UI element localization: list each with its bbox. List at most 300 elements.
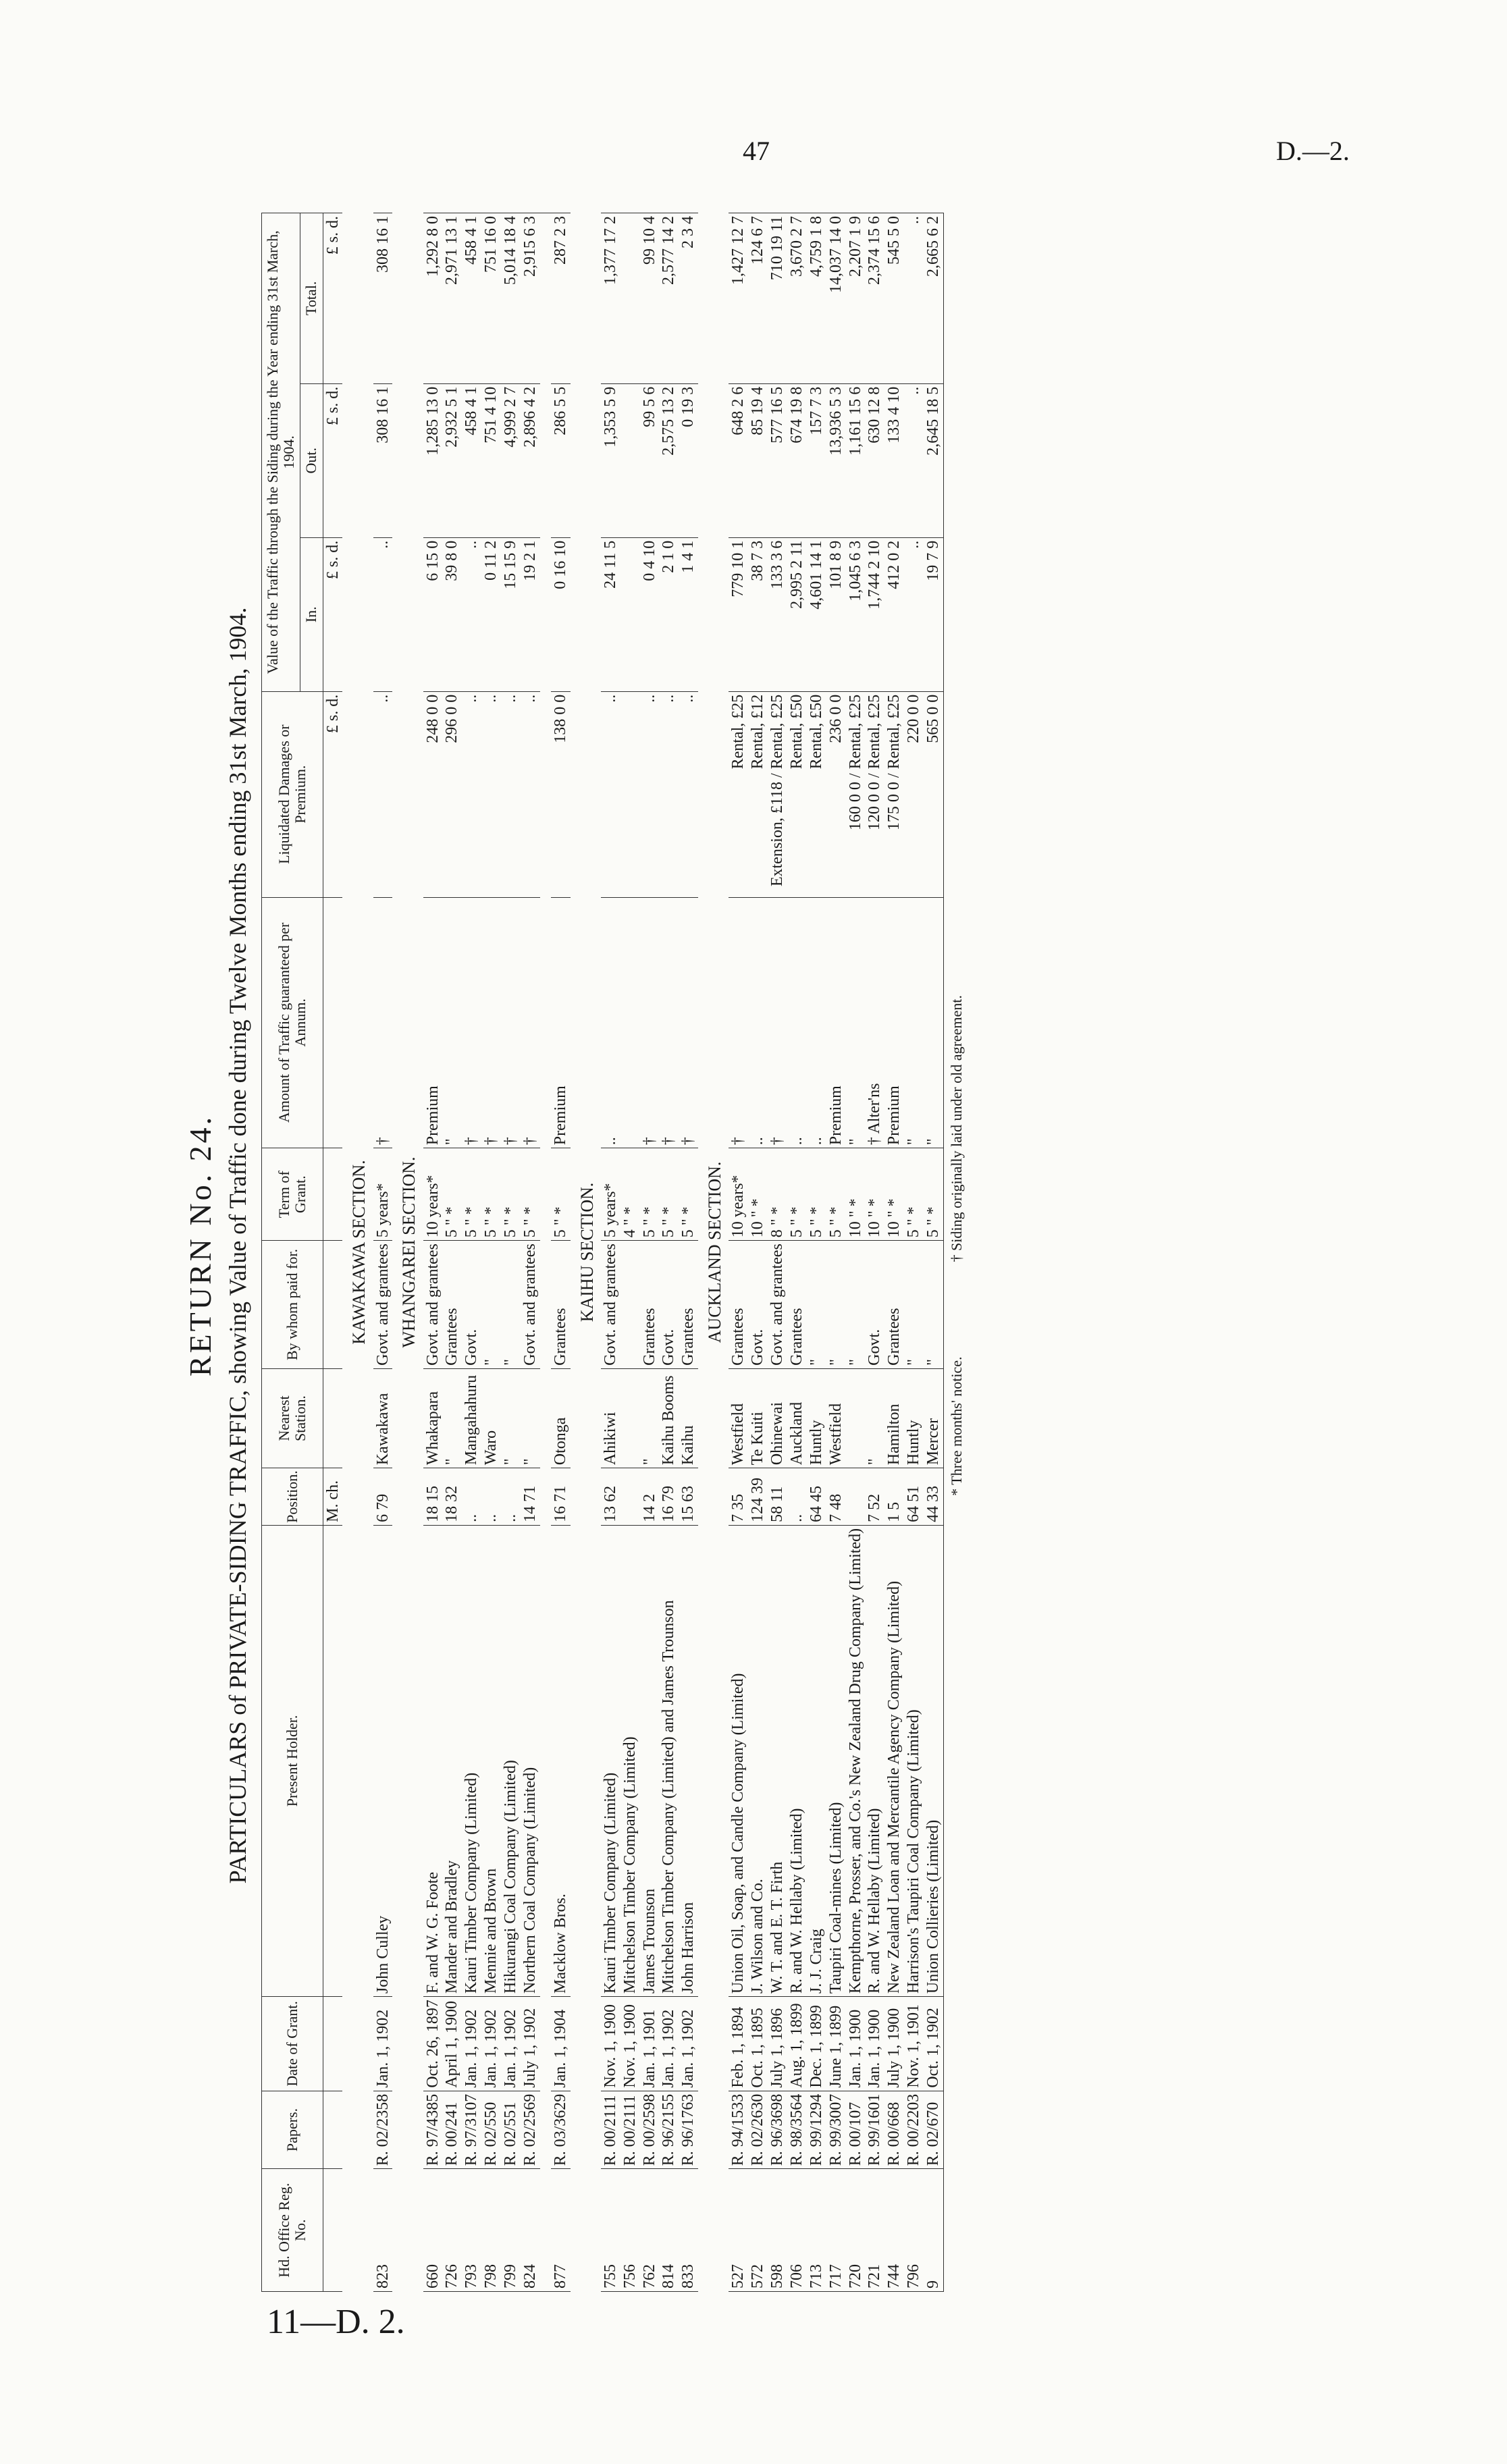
table-cell: R. 94/1533 <box>729 2091 748 2169</box>
table-cell: 14 71 <box>521 1468 540 1526</box>
table-cell: 755 <box>601 2169 620 2292</box>
table-cell: .. <box>501 691 521 897</box>
table-cell: .. <box>481 691 501 897</box>
table-row <box>826 213 846 2292</box>
table-cell: R. 00/241 <box>442 2091 462 2169</box>
table-cell: Westfield <box>729 1368 748 1468</box>
table-cell: Nov. 1, 1900 <box>601 1997 620 2091</box>
table-cell: Kawakawa <box>373 1368 393 1468</box>
table-cell: 4 " * <box>620 1148 640 1241</box>
table-cell: † Alter'ns <box>865 897 884 1148</box>
table-cell: 713 <box>807 2169 826 2292</box>
table-cell: Grantees <box>884 1241 904 1369</box>
table-cell: 2,577 14 2 <box>659 213 679 384</box>
table-cell <box>620 1468 640 1526</box>
table-cell: .. <box>521 691 540 897</box>
table-cell: 10 years* <box>729 1148 748 1241</box>
table-cell: April 1, 1900 <box>442 1997 462 2091</box>
table-cell: 38 7 3 <box>748 537 768 691</box>
section-heading <box>342 213 373 2292</box>
table-row <box>729 213 748 2292</box>
table-cell: 2,932 5 1 <box>442 383 462 537</box>
col-position: Position. <box>262 1468 323 1526</box>
table-cell: 120 0 0 / Rental, £25 <box>865 691 884 897</box>
table-cell: 175 0 0 / Rental, £25 <box>884 691 904 897</box>
table-cell: Govt. and grantees <box>768 1241 787 1369</box>
table-cell: Mangahahuru <box>462 1368 481 1468</box>
table-cell: 0 16 10 <box>551 537 571 691</box>
table-cell: " <box>521 1368 540 1468</box>
table-cell: 1,045 6 3 <box>846 537 866 691</box>
col-reg: Hd. Office Reg. No. <box>262 2169 323 2292</box>
table-cell: 710 19 11 <box>768 213 787 384</box>
table-row <box>551 213 571 2292</box>
table-row <box>620 213 640 2292</box>
table-cell: 762 <box>640 2169 660 2292</box>
table-cell: Grantees <box>679 1241 698 1369</box>
table-cell: Jan. 1, 1902 <box>659 1997 679 2091</box>
table-cell: 5 " * <box>787 1148 807 1241</box>
table-cell: † <box>481 897 501 1148</box>
table-cell: R. 02/2569 <box>521 2091 540 2169</box>
table-cell: 308 16 1 <box>373 383 393 537</box>
table-cell: 2,971 13 1 <box>442 213 462 384</box>
table-cell: † <box>640 897 660 1148</box>
table-cell: 19 2 1 <box>521 537 540 691</box>
table-cell: 1,744 2 10 <box>865 537 884 691</box>
table-body <box>342 213 943 2292</box>
table-cell: Union Oil, Soap, and Candle Company (Limited) <box>729 1525 748 1996</box>
table-cell: Mitchelson Timber Company (Limited) and James Trounson <box>659 1525 679 1996</box>
table-cell: J. Wilson and Co. <box>748 1525 768 1996</box>
table-row <box>679 213 698 2292</box>
footnote-asterisk: * Three months' notice. <box>947 1356 965 1496</box>
table-cell: Jan. 1, 1902 <box>501 1997 521 2091</box>
table-row <box>865 213 884 2292</box>
table-cell: 2,915 6 3 <box>521 213 540 384</box>
col-paid: By whom paid for. <box>262 1241 323 1369</box>
table-cell: 124 39 <box>748 1468 768 1526</box>
table-cell: 648 2 6 <box>729 383 748 537</box>
table-cell: 412 0 2 <box>884 537 904 691</box>
table-cell: 5 years* <box>373 1148 393 1241</box>
section-heading <box>698 213 729 2292</box>
table-cell: Ohinewai <box>768 1368 787 1468</box>
table-cell: 0 4 10 <box>640 537 660 691</box>
table-cell: 7 48 <box>826 1468 846 1526</box>
table-cell: 756 <box>620 2169 640 2292</box>
table-cell: " <box>865 1368 884 1468</box>
table-cell: 18 32 <box>442 1468 462 1526</box>
table-cell: .. <box>462 1468 481 1526</box>
table-cell: 58 11 <box>768 1468 787 1526</box>
table-cell: " <box>846 897 866 1148</box>
table-cell: 10 " * <box>846 1148 866 1241</box>
table-cell: 7 35 <box>729 1468 748 1526</box>
table-cell: July 1, 1902 <box>521 1997 540 2091</box>
table-cell <box>620 1241 640 1369</box>
table-cell: 286 5 5 <box>551 383 571 537</box>
table-cell: Oct. 26, 1897 <box>423 1997 443 2091</box>
table-cell: 124 6 7 <box>748 213 768 384</box>
table-cell: 527 <box>729 2169 748 2292</box>
table-cell: 44 33 <box>924 1468 943 1526</box>
table-cell: Govt. and grantees <box>373 1241 393 1369</box>
table-cell: .. <box>807 897 826 1148</box>
table-cell: 1,292 8 0 <box>423 213 443 384</box>
table-cell: Kaihu Booms <box>659 1368 679 1468</box>
table-cell: Premium <box>423 897 443 1148</box>
table-cell: Govt. <box>748 1241 768 1369</box>
table-cell: 5 " * <box>640 1148 660 1241</box>
table-cell: .. <box>904 383 924 537</box>
col-total: Total. <box>300 213 323 384</box>
table-cell: 2,665 6 2 <box>924 213 943 384</box>
table-cell: " <box>904 1241 924 1369</box>
table-cell: 577 16 5 <box>768 383 787 537</box>
col-papers: Papers. <box>262 2091 323 2169</box>
table-cell: 2 3 4 <box>679 213 698 384</box>
table-cell: Grantees <box>442 1241 462 1369</box>
table-cell: Dec. 1, 1899 <box>807 1997 826 2091</box>
table-cell: R. 99/1294 <box>807 2091 826 2169</box>
table-row <box>787 213 807 2292</box>
table-cell: 39 8 0 <box>442 537 462 691</box>
table-cell: " <box>501 1368 521 1468</box>
return-title: RETURN No. 24. <box>183 1114 217 1377</box>
table-cell: Premium <box>826 897 846 1148</box>
table-cell: Grantees <box>551 1241 571 1369</box>
rotated-return-table <box>176 199 1364 2292</box>
table-cell: 1,353 5 9 <box>601 383 620 537</box>
table-cell: 15 15 9 <box>501 537 521 691</box>
table-cell: 5 " * <box>807 1148 826 1241</box>
table-cell: 99 10 4 <box>640 213 660 384</box>
table-cell: Jan. 1, 1900 <box>846 1997 866 2091</box>
table-cell: 64 45 <box>807 1468 826 1526</box>
table-cell: 14,037 14 0 <box>826 213 846 384</box>
table-row <box>481 213 501 2292</box>
table-cell <box>620 897 640 1148</box>
table-cell <box>620 691 640 897</box>
table-cell: Jan. 1, 1901 <box>640 1997 660 2091</box>
table-cell: New Zealand Loan and Mercantile Agency Company (Limited) <box>884 1525 904 1996</box>
table-cell: 157 7 3 <box>807 383 826 537</box>
table-cell: R. 96/2155 <box>659 2091 679 2169</box>
table-cell: 5 " * <box>826 1148 846 1241</box>
table-cell: 1,427 12 7 <box>729 213 748 384</box>
table-cell: 248 0 0 <box>423 691 443 897</box>
table-cell: Huntly <box>807 1368 826 1468</box>
table-cell: .. <box>787 1468 807 1526</box>
table-cell: Jan. 1, 1902 <box>481 1997 501 2091</box>
footnote-dagger: † Siding originally laid under old agreement. <box>947 995 965 1262</box>
table-cell: Extension, £118 / Rental, £25 <box>768 691 787 897</box>
table-cell: † <box>729 897 748 1148</box>
table-cell: 717 <box>826 2169 846 2292</box>
table-cell: 720 <box>846 2169 866 2292</box>
table-cell: " <box>846 1241 866 1369</box>
table-cell: R. 99/1601 <box>865 2091 884 2169</box>
table-cell: Jan. 1, 1902 <box>679 1997 698 2091</box>
table-cell: " <box>640 1368 660 1468</box>
table-row <box>601 213 620 2292</box>
table-cell: Govt. <box>659 1241 679 1369</box>
table-cell: 85 19 4 <box>748 383 768 537</box>
table-cell: 5 " * <box>679 1148 698 1241</box>
table-row <box>501 213 521 2292</box>
table-cell: Govt. and grantees <box>423 1241 443 1369</box>
table-cell <box>620 537 640 691</box>
table-cell: Jan. 1, 1902 <box>462 1997 481 2091</box>
table-cell: R. 03/3629 <box>551 2091 571 2169</box>
table-cell: " <box>826 1241 846 1369</box>
table-row <box>423 213 443 2292</box>
table-cell: .. <box>601 897 620 1148</box>
table-cell: " <box>807 1241 826 1369</box>
table-cell: 5 " * <box>442 1148 462 1241</box>
table-cell: Kauri Timber Company (Limited) <box>462 1525 481 1996</box>
table-cell: 160 0 0 / Rental, £25 <box>846 691 866 897</box>
table-cell: " <box>501 1241 521 1369</box>
table-cell: 706 <box>787 2169 807 2292</box>
table-cell: 3,670 2 7 <box>787 213 807 384</box>
table-cell: Kauri Timber Company (Limited) <box>601 1525 620 1996</box>
table-cell: 138 0 0 <box>551 691 571 897</box>
table-cell: .. <box>640 691 660 897</box>
table-cell: 877 <box>551 2169 571 2292</box>
table-cell: Rental, £25 <box>729 691 748 897</box>
table-cell: 1,285 13 0 <box>423 383 443 537</box>
table-cell: F. and W. G. Foote <box>423 1525 443 1996</box>
table-row <box>640 213 660 2292</box>
table-cell: Whakapara <box>423 1368 443 1468</box>
return-subtitle: PARTICULARS of PRIVATE-SIDING TRAFFIC, showing Value of Traffic done during Twelve Months ending 31st March, 1904. <box>224 607 251 1884</box>
table-cell: Northern Coal Company (Limited) <box>521 1525 540 1996</box>
table-row <box>442 213 462 2292</box>
section-heading-label: WHANGAREI SECTION. <box>399 1156 419 1348</box>
col-station: Nearest Station. <box>262 1368 323 1468</box>
table-cell: 779 10 1 <box>729 537 748 691</box>
table-cell: 308 16 1 <box>373 213 393 384</box>
table-cell: Govt. and grantees <box>521 1241 540 1369</box>
table-cell: W. T. and E. T. Firth <box>768 1525 787 1996</box>
table-cell: 4,999 2 7 <box>501 383 521 537</box>
col-damages: Liquidated Damages or Premium. <box>262 691 323 897</box>
table-row <box>659 213 679 2292</box>
table-cell: Rental, £12 <box>748 691 768 897</box>
table-cell: R. 97/4385 <box>423 2091 443 2169</box>
table-cell: 751 16 0 <box>481 213 501 384</box>
table-cell: Govt. and grantees <box>601 1241 620 1369</box>
table-cell: Jan. 1, 1902 <box>373 1997 393 2091</box>
table-cell: .. <box>462 537 481 691</box>
table-cell: Grantees <box>729 1241 748 1369</box>
table-cell: Hamilton <box>884 1368 904 1468</box>
table-cell: Mennie and Brown <box>481 1525 501 1996</box>
table-cell: Kempthorne, Prosser, and Co.'s New Zealand Drug Company (Limited) <box>846 1525 866 1996</box>
table-cell: July 1, 1900 <box>884 1997 904 2091</box>
table-cell: R. 02/2630 <box>748 2091 768 2169</box>
table-cell: 18 15 <box>423 1468 443 1526</box>
table-cell: 833 <box>679 2169 698 2292</box>
table-cell: Mander and Bradley <box>442 1525 462 1996</box>
table-cell: 13 62 <box>601 1468 620 1526</box>
table-cell: Auckland <box>787 1368 807 1468</box>
table-cell: 5,014 18 4 <box>501 213 521 384</box>
table-cell: " <box>481 1241 501 1369</box>
table-cell: 5 " * <box>462 1148 481 1241</box>
table-cell: 5 " * <box>551 1148 571 1241</box>
table-cell: Rental, £50 <box>787 691 807 897</box>
col-holder: Present Holder. <box>262 1525 323 1996</box>
table-cell: 2,645 18 5 <box>924 383 943 537</box>
table-cell: 5 " * <box>501 1148 521 1241</box>
table-cell: 133 4 10 <box>884 383 904 537</box>
table-row <box>846 213 866 2292</box>
table-cell: Premium <box>884 897 904 1148</box>
table-cell: Grantees <box>640 1241 660 1369</box>
table-cell: Otonga <box>551 1368 571 1468</box>
page-code: D.—2. <box>1276 136 1350 166</box>
footnotes <box>948 199 966 2292</box>
table-cell: 15 63 <box>679 1468 698 1526</box>
table-cell <box>846 1468 866 1526</box>
table-cell: Westfield <box>826 1368 846 1468</box>
table-cell: R. 02/2358 <box>373 2091 393 2169</box>
table-cell: " <box>924 1241 943 1369</box>
table-row <box>748 213 768 2292</box>
table-cell: Hikurangi Coal Company (Limited) <box>501 1525 521 1996</box>
table-cell: 1,377 17 2 <box>601 213 620 384</box>
sheet-mark: 11—D. 2. <box>267 2303 405 2341</box>
table-cell: R. 99/3007 <box>826 2091 846 2169</box>
table-cell: 1 5 <box>884 1468 904 1526</box>
table-cell: R. 00/2203 <box>904 2091 924 2169</box>
table-cell: .. <box>462 691 481 897</box>
section-heading <box>571 213 601 2292</box>
table-cell: .. <box>501 1468 521 1526</box>
table-cell: Mitchelson Timber Company (Limited) <box>620 1525 640 1996</box>
section-heading-label: KAWAKAWA SECTION. <box>349 1160 369 1345</box>
table-cell: .. <box>748 897 768 1148</box>
table-cell: 10 " * <box>865 1148 884 1241</box>
table-cell: 101 8 9 <box>826 537 846 691</box>
table-cell: 9 <box>924 2169 943 2292</box>
table-row <box>924 213 943 2292</box>
table-cell: 796 <box>904 2169 924 2292</box>
table-cell: .. <box>679 691 698 897</box>
table-cell: 2 1 0 <box>659 537 679 691</box>
table-cell: 630 12 8 <box>865 383 884 537</box>
table-cell: R. 00/2598 <box>640 2091 660 2169</box>
table-cell: R. 96/1763 <box>679 2091 698 2169</box>
table-cell: 0 19 3 <box>679 383 698 537</box>
table-row <box>884 213 904 2292</box>
table-cell: .. <box>481 1468 501 1526</box>
table-cell: 6 15 0 <box>423 537 443 691</box>
table-cell: 726 <box>442 2169 462 2292</box>
table-cell: Waro <box>481 1368 501 1468</box>
table-cell: 4,759 1 8 <box>807 213 826 384</box>
table-cell: 1,161 15 6 <box>846 383 866 537</box>
table-cell: .. <box>373 691 393 897</box>
table-cell: Taupiri Coal-mines (Limited) <box>826 1525 846 1996</box>
table-cell: 674 19 8 <box>787 383 807 537</box>
table-cell: 287 2 3 <box>551 213 571 384</box>
table-cell: Rental, £50 <box>807 691 826 897</box>
table-cell <box>620 1368 640 1468</box>
table-cell: Jan. 1, 1900 <box>865 1997 884 2091</box>
col-term: Term of Grant. <box>262 1148 323 1241</box>
table-cell: 798 <box>481 2169 501 2292</box>
table-cell: † <box>679 897 698 1148</box>
table-cell: 824 <box>521 2169 540 2292</box>
table-cell: R. 00/107 <box>846 2091 866 2169</box>
table-cell: 572 <box>748 2169 768 2292</box>
table-cell: June 1, 1899 <box>826 1997 846 2091</box>
table-cell: 296 0 0 <box>442 691 462 897</box>
table-cell: 133 3 6 <box>768 537 787 691</box>
table-cell: R. 97/3107 <box>462 2091 481 2169</box>
table-cell: 799 <box>501 2169 521 2292</box>
table-cell: Feb. 1, 1894 <box>729 1997 748 2091</box>
table-cell: Harrison's Taupiri Coal Company (Limited) <box>904 1525 924 1996</box>
table-cell: Premium <box>551 897 571 1148</box>
table-cell: 458 4 1 <box>462 213 481 384</box>
table-cell: " <box>904 897 924 1148</box>
units-position: M. ch. <box>323 1468 342 1526</box>
table-cell: Mercer <box>924 1368 943 1468</box>
table-cell: 5 " * <box>904 1148 924 1241</box>
page-number: 47 <box>743 136 770 166</box>
table-cell: † <box>659 897 679 1148</box>
table-cell: 64 51 <box>904 1468 924 1526</box>
table-cell: Govt. <box>865 1241 884 1369</box>
table-cell: R. 02/551 <box>501 2091 521 2169</box>
units-damages: £ s. d. <box>323 691 342 897</box>
table-cell: Macklow Bros. <box>551 1525 571 1996</box>
table-cell: † <box>373 897 393 1148</box>
section-heading-label: AUCKLAND SECTION. <box>705 1161 725 1343</box>
table-cell: R. 02/670 <box>924 2091 943 2169</box>
table-cell: 2,575 13 2 <box>659 383 679 537</box>
table-cell: 14 2 <box>640 1468 660 1526</box>
table-cell: 99 5 6 <box>640 383 660 537</box>
table-cell: 823 <box>373 2169 393 2292</box>
table-cell: Nov. 1, 1900 <box>620 1997 640 2091</box>
table-cell: 2,207 1 9 <box>846 213 866 384</box>
table-cell: 2,374 15 6 <box>865 213 884 384</box>
table-cell <box>620 213 640 384</box>
table-cell: R. and W. Hellaby (Limited) <box>865 1525 884 1996</box>
table-row <box>521 213 540 2292</box>
table-cell: Oct. 1, 1902 <box>924 1997 943 2091</box>
table-cell: 793 <box>462 2169 481 2292</box>
table-cell: 721 <box>865 2169 884 2292</box>
table-cell: 220 0 0 <box>904 691 924 897</box>
table-row <box>904 213 924 2292</box>
table-cell: Govt. <box>462 1241 481 1369</box>
table-cell: † <box>768 897 787 1148</box>
table-row <box>807 213 826 2292</box>
table-cell: .. <box>787 897 807 1148</box>
section-heading-label: KAIHU SECTION. <box>577 1182 597 1322</box>
table-cell: 24 11 5 <box>601 537 620 691</box>
table-cell: † <box>521 897 540 1148</box>
units-out: £ s. d. <box>323 383 342 537</box>
table-cell: 16 79 <box>659 1468 679 1526</box>
